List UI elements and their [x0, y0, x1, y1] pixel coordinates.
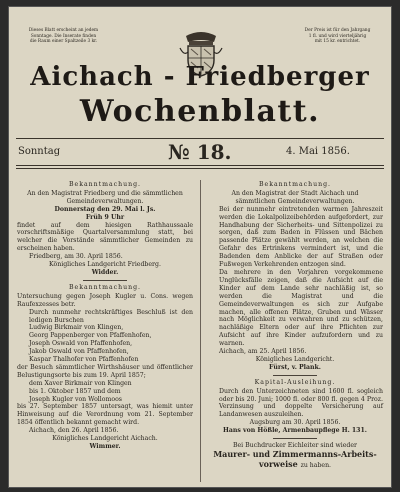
notice-body: Bei der nunmehr eintretenden warmen Jahreszeit werden die Lokalpolizeibehörden aufgefordert, zur Handhabung der Sicherheits- und Sittenpolizei zu sorgen, daß zum Baden in Flüssen und Bächen passende Plätze gewählt werden, an welchen die Gefahr des Ertrinkens vermindert ist, und die Badenden dem Anblicke der auf Straßen oder Fußwegen Verkehrenden entzogen sind.: [219, 205, 383, 269]
authority: Königliches Landgericht Friedberg.: [49, 261, 161, 269]
place-date: Aichach, am 25. April 1856.: [219, 348, 307, 356]
newspaper-page: [8, 6, 392, 488]
signature: Hans von Hößle, Armenbaupflege H. 131.: [223, 427, 367, 435]
authority: Königliches Landgericht.: [255, 355, 335, 363]
notice-heading: Bekanntmachung.: [68, 283, 141, 291]
subscription-notice-right: Der Preis ist für den Jahrgang 1 fl. und wird vierteljährig mit 15 kr. entrichtet.: [304, 28, 371, 45]
signature: Fürst, v. Plank.: [269, 363, 321, 371]
notice-body: Untersuchung gegen Joseph Kugler u. Cons. wegen Raufexzesses betr.: [17, 292, 193, 308]
advert-headline: vorweise zu haben.: [258, 458, 332, 469]
notice-addressee: An den Magistrat der Stadt Aichach und: [231, 189, 359, 197]
issue-date: 4. Mai 1856.: [286, 146, 350, 157]
notice-body: bis 27. September 1857 untersagt, was hiemit unter Hinweisung auf die Verordnung vom 21. September 1854 öffentlich bekannt gemacht wird.: [17, 403, 193, 427]
column-divider: [200, 180, 201, 482]
notice-addressee: Gemeindeverwaltungen.: [66, 197, 144, 205]
notice-body: Da mehrere in den Vorjahren vorgekommene Unglücksfälle zeigen, daß die Aufsicht auf die Kinder auf dem Lande sehr nachläßig ist, so werden die Magistrat und die Gemeindeverwaltungen es sich zur Aufgabe machen, alle offenen Plätze, Gruben und Wässer nach Möglichkeit zu verwahren und zu schützen, nachläßige Eltern oder auf ihre Pflichten zur Aufsicht auf ihre Kinder aufzufordern und zu warnen.: [219, 268, 383, 348]
notice-heading: Kapital-Ausleihung.: [254, 378, 336, 386]
header-rule-bottom: [16, 165, 384, 166]
advert-text: Bei Buchdrucker Eichleiter sind wieder: [232, 442, 358, 450]
person-entry: Georg Pappenberger von Pfaffenhofen,: [29, 332, 152, 340]
person-entry: dem Xaver Birkmair von Klingen: [29, 379, 132, 387]
person-entry: bis 1. Oktober 1857 und dem: [29, 387, 121, 395]
person-entry: Joseph Oswald von Pfaffenhofen,: [29, 340, 133, 348]
notice-addressee: sämmtlichen Gemeindeverwaltungen.: [235, 197, 355, 205]
place-date: Aichach, den 26. April 1856.: [29, 427, 119, 435]
person-entry: Ludwig Birkmair von Klingen,: [29, 324, 124, 332]
divider: [83, 280, 127, 281]
masthead-title-line2: Wochenblatt.: [79, 94, 321, 129]
notice-addressee: An den Magistrat Friedberg und die sämmtlichen: [27, 189, 183, 197]
notice-body: Durch den Unterzeichneten sind 1600 fl. sogleich oder bis 20. Juni; 1000 fl. oder 800 fl. gegen 4 Proz. Verzinsung und doppelte Versicherung auf Landanwesen auszuleihen.: [219, 387, 383, 419]
advert-headline: Maurer- und Zimmermanns-Arbeits-: [213, 449, 377, 459]
notice-body: der Besuch sämmtlicher Wirthshäuser und öffentlicher Belustigungsorte bis zum 19. April 1857;: [17, 363, 193, 379]
notice-heading: Bekanntmachung.: [258, 181, 331, 188]
subscription-notice-left: Dieses Blatt erscheint an jedem Sonntage. Die Inserate finden die Raum einer Spaltzeile 3 kr.: [28, 28, 99, 45]
person-entry: Joseph Kugler von Wollomoos: [29, 395, 122, 403]
notice-heading: Bekanntmachung.: [68, 181, 141, 188]
meeting-date: Donnerstag den 29. Mai l. Js.: [54, 205, 156, 213]
divider: [273, 438, 317, 439]
right-column: [207, 180, 383, 470]
issue-number: № 18.: [168, 140, 232, 164]
issue-day: Sonntag: [18, 146, 61, 157]
signature: Wimmer.: [89, 443, 121, 450]
person-entry: Jakob Oswald von Pfaffenhofen,: [29, 348, 129, 356]
notice-body: Durch nunmehr rechtskräftiges Beschluß ist den ledigen Burschen: [29, 308, 193, 324]
notice-body: findet auf dem hiesigen Rathhaussaale vorschriftsmäßige Quartalversammlung statt, bei welcher die Vorstände sämmtlicher Gemeinden zu erscheinen haben.: [17, 221, 193, 253]
authority: Königliches Landgericht Aichach.: [52, 435, 158, 443]
left-column: [17, 180, 193, 451]
place-date: Augsburg am 30. April 1856.: [249, 419, 341, 427]
place-date: Friedberg, am 30. April 1856.: [29, 253, 123, 261]
header-rule-top: [16, 138, 384, 139]
person-entry: Kaspar Thalhofer von Pfaffenhofen: [29, 356, 139, 364]
header-rule-double: [16, 168, 384, 169]
divider: [273, 375, 317, 376]
meeting-time: Früh 9 Uhr: [85, 213, 125, 221]
masthead-title-line1: Aichach - Friedberger: [30, 62, 370, 92]
signature: Widder.: [91, 268, 119, 276]
